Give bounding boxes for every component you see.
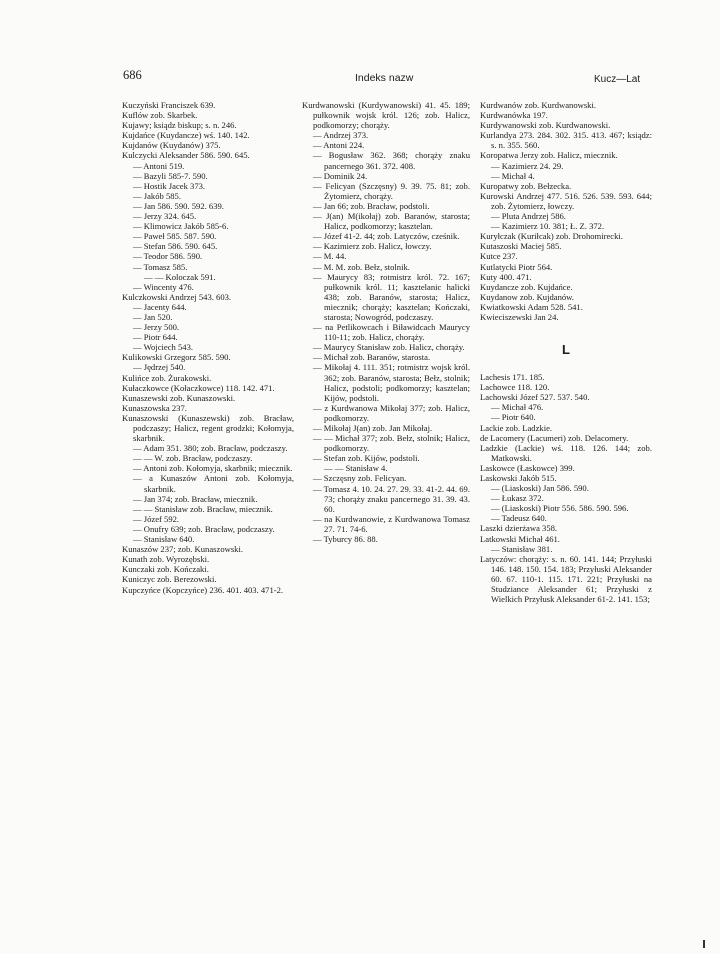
index-entry: — Mikołaj J(an) zob. Jan Mikołaj. <box>313 423 433 433</box>
index-entry: — Hostik Jacek 373. <box>133 180 206 191</box>
index-entry: — Stanisław 381. <box>491 543 553 554</box>
index-entry: Kunaszewski zob. Kunaszowski. <box>122 392 236 403</box>
index-entry: — Michał 4. <box>491 170 535 181</box>
index-entry: Kurowski Andrzej 477. 516. 526. 539. 593. 644; zob. Żytomierz, łowczy. <box>480 190 652 211</box>
index-entry: — Tomasz 585. <box>133 261 188 272</box>
index-entry: Kupczyńce (Kopczyńce) 236. 401. 403. 471-2. <box>122 584 284 595</box>
index-entry: — Dominik 24. <box>313 170 368 181</box>
index-entry: — M. 44. <box>313 251 347 262</box>
index-entry: Kwieciszewski Jan 24. <box>480 311 559 322</box>
index-entry: Kutaszoski Maciej 585. <box>480 241 562 252</box>
index-entry: Kurdwanowski (Kurdywanowski) 41. 45. 189; pułkownik wojsk król. 126; zob. Halicz, podkomorzy; chorąży. <box>302 100 470 131</box>
index-entry: Kuydanow zob. Kujdanów. <box>480 291 574 302</box>
index-entry: — Piotr 644. <box>133 332 178 343</box>
index-entry: — Antoni zob. Kołomyja, skarbnik; miecznik. <box>133 463 293 474</box>
index-entry: — Jędrzej 540. <box>133 362 186 373</box>
index-entry: Kurdwanówka 197. <box>480 110 548 121</box>
index-entry: — — Koloczak 591. <box>144 271 216 282</box>
index-entry: — Teodor 586. 590. <box>133 251 203 262</box>
index-entry: — Bazyli 585-7. 590. <box>133 170 208 181</box>
index-entry: — Michał 476. <box>491 402 544 413</box>
index-entry: — Kazimierz 10. 381; Ł. Z. 372. <box>491 221 605 232</box>
index-entry: Kutce 237. <box>480 251 518 262</box>
index-entry: Latyczów: chorąży: s. n. 60. 141. 144; Przyłuski 146. 148. 150. 154. 183; Przyłuski Aleksander 60. 67. 110-1. 115. 171. 221; Przyłuski na Studziance Aleksander 61; Przyłuski z Wielkich Przyłusk Aleksander 61-2. 141. 153; <box>480 553 652 605</box>
index-entry: — Jacenty 644. <box>133 301 187 312</box>
index-entry: — Stefan 586. 590. 645. <box>133 241 218 252</box>
index-entry: — Szczęsny zob. Felicyan. <box>313 473 407 484</box>
index-entry: — Kazimierz 24. 29. <box>491 160 564 171</box>
index-entry: — Jan 586. 590. 592. 639. <box>133 200 224 211</box>
index-entry: — M. M. zob. Bełz, stolnik. <box>313 261 410 272</box>
index-entry: Kunaszów 237; zob. Kunaszowski. <box>122 544 244 555</box>
index-entry: Latkowski Michał 461. <box>480 533 560 544</box>
index-entry: — Antoni 224. <box>313 140 365 151</box>
index-entry: — Mikołaj 4. 111. 351; rotmistrz wojsk król. 362; zob. Baranów, starosta; Bełz, stolnik; Halicz, podstoli; podkomorzy; kasztelan; Kijów, podstoli. <box>313 362 470 403</box>
index-entry: Kwiatkowski Adam 528. 541. <box>480 301 583 312</box>
index-entries-l <box>480 372 652 604</box>
index-entry: — Onufry 639; zob. Bracław, podczaszy. <box>133 523 275 534</box>
index-entry: — Tyburcy 86. 88. <box>313 534 378 545</box>
index-entry: — Jan 520. <box>133 311 173 322</box>
index-entry: de Lacomery (Lacumeri) zob. Delacomery. <box>480 432 629 443</box>
index-entry: — (Liaskoski) Jan 586. 590. <box>491 483 589 494</box>
index-entry: Kulczycki Aleksander 586. 590. 645. <box>122 150 250 161</box>
running-title: Indeks nazw <box>355 72 414 84</box>
index-entry: Lachowce 118. 120. <box>480 382 550 393</box>
index-entry: — — Michał 377; zob. Bełz, stolnik; Halicz, podkomorzy. <box>313 433 470 454</box>
index-entry: — Adam 351. 380; zob. Bracław, podczaszy. <box>133 443 288 454</box>
index-entry: — z Kurdwanowa Mikołaj 377; zob. Halicz, podkomorzy. <box>313 402 470 423</box>
page-number: 686 <box>123 68 142 82</box>
index-entry: — Maurycy Stanisław zob. Halicz, chorąży. <box>313 342 465 353</box>
index-entry: Kunath zob. Wyrozębski. <box>122 554 210 565</box>
index-entry: — Stanisław 640. <box>133 534 195 545</box>
running-head: Kucz—Lat <box>594 74 641 85</box>
index-entry: — Paweł 585. 587. 590. <box>133 231 217 242</box>
index-entry: — Michał zob. Baranów, starosta. <box>313 352 431 363</box>
index-entry: Kuryłczak (Kuriłcak) zob. Drohomirecki. <box>480 231 623 242</box>
index-entry: — Wojciech 543. <box>133 342 194 353</box>
index-entry: Kurdywanowski zob. Kurdwanowski. <box>480 120 611 131</box>
index-entry: — Maurycy 83; rotmistrz król. 72. 167; pułkownik król. 11; kasztelanic halicki 438; zob. Baranów, starosta; Halicz, miecznik; chorąży; kasztelan; Kończaki, starosta; Nowogród, podczaszy. <box>313 271 470 322</box>
index-entry: Kutlatycki Piotr 564. <box>480 261 553 272</box>
index-entry: Kuydancze zob. Kujdańce. <box>480 281 573 292</box>
index-column-3 <box>480 100 652 604</box>
index-column-1 <box>122 100 294 595</box>
index-entry: Kurdwanów zob. Kurdwanowski. <box>480 100 596 110</box>
index-entry: Koropatwa Jerzy zob. Halicz, miecznik. <box>480 150 618 161</box>
index-entry: — Tomasz 4. 10. 24. 27. 29. 33. 41-2. 44. 69. 73; chorąży znaku pancernego 31. 39. 43. 60. <box>313 483 470 514</box>
index-entry: — Kazimierz zob. Halicz, łowczy. <box>313 241 432 252</box>
index-entry: — Antoni 519. <box>133 160 185 171</box>
index-entry: Kułaczkowce (Kołaczkowce) 118. 142. 471. <box>122 382 275 393</box>
index-entry: — Jan 374; zob. Bracław, miecznik. <box>133 493 258 504</box>
index-entry: Laszki dzierżawa 358. <box>480 523 558 534</box>
index-entry: Ladzkie (Lackie) wś. 118. 126. 144; zob. Matkowski. <box>480 442 652 463</box>
index-entry: — na Petlikowcach i Biławidcach Maurycy 110-11; zob. Halicz, chorąży. <box>313 322 470 343</box>
index-entry: Kuty 400. 471. <box>480 271 532 282</box>
scan-corner-mark <box>703 940 719 948</box>
index-column-2 <box>302 100 470 544</box>
index-entry: — Bogusław 362. 368; chorąży znaku pancernego 361. 372. 408. <box>313 150 470 171</box>
index-entry: — Jakób 585. <box>133 190 181 201</box>
index-entry: — Felicyan (Szczęsny) 9. 39. 75. 81; zob. Żytomierz, chorąży. <box>313 180 470 201</box>
index-entry: Kuniczyc zob. Berezowski. <box>122 574 217 585</box>
index-entry: Kunaszowski (Kunaszewski) zob. Bracław, podczaszy; Halicz, regent grodzki; Kołomyja, skarbnik. <box>122 412 294 444</box>
index-entry: Laskowski Jakób 515. <box>480 473 557 483</box>
index-entry: Kunczaki zob. Kończaki. <box>122 564 209 575</box>
index-entry: — Józef 41-2. 44; zob. Latyczów, cześnik. <box>313 231 460 242</box>
index-entry: — Klimowicz Jakób 585-6. <box>133 221 229 232</box>
index-entry: Kulczkowski Andrzej 543. 603. <box>122 291 232 302</box>
index-entry: — Piotr 640. <box>491 412 536 423</box>
index-entry: — — Stanisław 4. <box>324 463 388 474</box>
index-entry: — Jerzy 500. <box>133 322 180 333</box>
index-entry: — Pluta Andrzej 586. <box>491 211 566 222</box>
index-entry: — — W. zob. Bracław, podczaszy. <box>133 453 253 464</box>
index-entry: — (Liaskoski) Piotr 556. 586. 590. 596. <box>491 503 629 514</box>
index-entry: Kuropatwy zob. Bełzecka. <box>480 180 572 191</box>
index-entry: Lachowski Józef 527. 537. 540. <box>480 392 590 403</box>
index-entry: — a Kunaszów Antoni zob. Kołomyja, skarbnik. <box>133 473 294 494</box>
index-entry: — Łukasz 372. <box>491 493 544 504</box>
index-entry: — Jerzy 324. 645. <box>133 211 197 222</box>
index-entry: Kujawy; ksiądz biskup; s. n. 246. <box>122 120 237 131</box>
index-entry: Laskowce (Łaskowce) 399. <box>480 462 575 473</box>
index-entry: — Tadeusz 640. <box>491 513 547 524</box>
index-entry: Kuczyński Franciszek 639. <box>122 100 216 110</box>
index-entry: — Józef 592. <box>133 513 180 524</box>
index-entry: — Jan 66; zob. Bracław, podstoli. <box>313 200 430 211</box>
index-entry: — na Kurdwanowie, z Kurdwanowa Tomasz 27. 71. 74-6. <box>313 513 470 534</box>
index-entry: Kulikowski Grzegorz 585. 590. <box>122 352 231 363</box>
index-entry: Kunaszowska 237. <box>122 402 187 413</box>
index-entry: — Stefan zob. Kijów, podstoli. <box>313 453 420 464</box>
index-entry: Kurlandya 273. 284. 302. 315. 413. 467; ksiądz: s. n. 355. 560. <box>480 130 652 151</box>
index-entry: — Wincenty 476. <box>133 281 194 292</box>
index-entry: Lackie zob. Ladzkie. <box>480 422 553 433</box>
index-entry: Lachesis 171. 185. <box>480 372 545 383</box>
index-entry: Kuflów zob. Skarbek. <box>122 110 198 121</box>
index-entries-k <box>480 100 652 322</box>
index-entry: Kulińce zob. Żurakowski. <box>122 372 212 383</box>
index-entry: Kujdanów (Kuydanów) 375. <box>122 140 221 151</box>
index-entry: — J(an) M(ikołaj) zob. Baranów, starosta; Halicz, podkomorzy; kasztelan. <box>313 211 470 232</box>
index-entry: — — Stanisław zob. Bracław, miecznik. <box>133 503 273 514</box>
section-letter-heading: L <box>562 342 570 358</box>
index-entry: Kujdańce (Kuydancze) wś. 140. 142. <box>122 130 250 141</box>
page-header <box>0 0 720 100</box>
index-entry: — Andrzej 373. <box>313 130 369 141</box>
